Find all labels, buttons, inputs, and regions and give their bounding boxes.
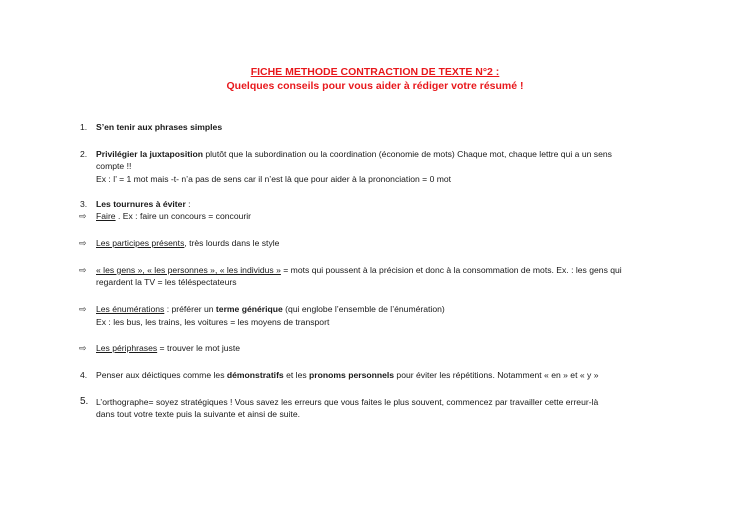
item-5-line-2: dans tout votre texte puis la suivante et ainsi de suite. (96, 409, 300, 419)
sub-4-bold: terme générique (215, 304, 283, 314)
item-2-line-1 (96, 149, 612, 160)
item-3-rest: : (185, 199, 191, 209)
sub-3-line-2: regardent la TV = les téléspectateurs (96, 277, 237, 287)
sub-4-rest-1: : préférer un (164, 304, 216, 314)
sub-3-arrow-icon: ⇨ (79, 265, 87, 275)
sub-1-arrow-icon: ⇨ (79, 211, 87, 221)
item-4-post: pour éviter les répétitions. Notamment « en » et « y » (394, 370, 599, 380)
sub-1-rest: . Ex : faire un concours = concourir (115, 211, 252, 221)
sub-2-rest: , très lourds dans le style (184, 238, 280, 248)
sub-5-underlined: Les périphrases (96, 343, 158, 353)
item-3-number: 3. (80, 199, 88, 209)
sub-1-underlined: Faire (96, 211, 116, 221)
item-2-rest: plutôt que la subordination ou la coordination (économie de mots) Chaque mot, chaque lettre qui a un sens (202, 149, 612, 159)
sub-1-line (96, 211, 251, 222)
sub-2-line (96, 238, 279, 249)
document-subtitle: Quelques conseils pour vous aider à rédiger votre résumé ! (226, 80, 524, 92)
sub-4-line-1 (96, 304, 445, 315)
sub-3-rest: = mots qui poussent à la précision et donc à la consommation de mots. Ex. : les gens qui (280, 265, 622, 275)
sub-5-rest: = trouver le mot juste (157, 343, 241, 353)
sub-5-line (96, 343, 240, 354)
item-3-line (96, 199, 191, 210)
item-4-line (96, 370, 599, 381)
item-4-mid: et les (283, 370, 310, 380)
item-2-line-2: compte !! (96, 161, 132, 171)
item-4-bold-2: pronoms personnels (309, 370, 395, 380)
sub-4-rest-2: (qui englobe l’ensemble de l’énumération) (282, 304, 445, 314)
item-5-line-1: L’orthographe= soyez stratégiques ! Vous savez les erreurs que vous faites le plus souvent, commencez par travailler cette erreur-là (96, 397, 599, 407)
sub-2-underlined: Les participes présents (96, 238, 185, 248)
item-2-example: Ex : l’ = 1 mot mais -t- n’a pas de sens car il n’est là que pour aider à la prononciation = 0 mot (96, 174, 452, 184)
item-4-bold-1: démonstratifs (226, 370, 284, 380)
sub-4-arrow-icon: ⇨ (79, 304, 87, 314)
sub-4-line-2: Ex : les bus, les trains, les voitures = les moyens de transport (96, 317, 330, 327)
item-4-pre: Penser aux déictiques comme les (96, 370, 227, 380)
item-4-number: 4. (80, 370, 88, 380)
item-1-number: 1. (80, 122, 88, 132)
sub-3-line-1 (96, 265, 622, 276)
item-3-bold: Les tournures à éviter (96, 199, 186, 209)
sub-3-underlined: « les gens », « les personnes », « les individus » (96, 265, 281, 275)
item-2-number: 2. (80, 149, 88, 159)
sub-2-arrow-icon: ⇨ (79, 238, 87, 248)
sub-5-arrow-icon: ⇨ (79, 343, 87, 353)
item-1-text: S’en tenir aux phrases simples (96, 122, 223, 132)
item-2-bold: Privilégier la juxtaposition (96, 149, 203, 159)
sub-4-underlined: Les énumérations (96, 304, 165, 314)
document-title: FICHE METHODE CONTRACTION DE TEXTE N°2 : (250, 66, 500, 78)
item-5-number: 5. (80, 396, 89, 407)
